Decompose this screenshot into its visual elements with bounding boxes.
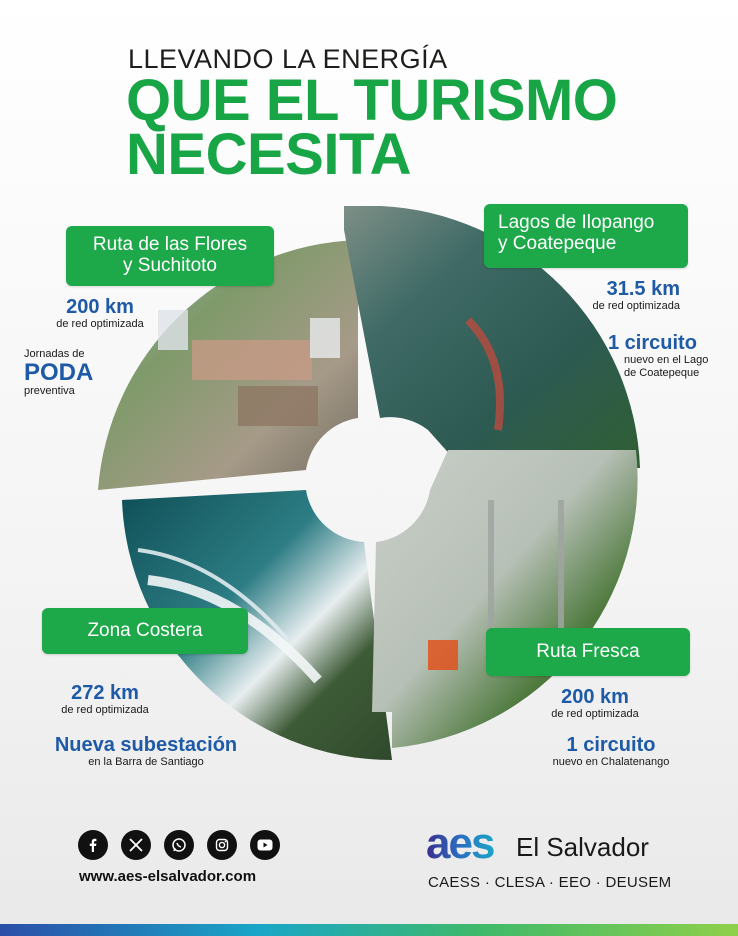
- stat-costera-substation-value: Nueva subestación: [54, 734, 238, 756]
- stat-flores-km: [40, 296, 160, 331]
- stat-flores-km-value: 200 km: [66, 296, 134, 318]
- stat-flores-poda-value: PODA: [24, 359, 94, 386]
- label-lagos-line1: Lagos de Ilopango: [498, 212, 655, 233]
- headline-line-1: QUE EL TURISMO: [126, 68, 618, 133]
- stat-flores-poda-pre: Jornadas de: [24, 348, 85, 360]
- youtube-icon[interactable]: [250, 830, 280, 860]
- stat-fresca-km-value: 200 km: [561, 686, 629, 708]
- stat-costera-km-caption: de red optimizada: [61, 704, 149, 716]
- aes-logo-mark: [426, 822, 510, 868]
- stat-fresca-km: [530, 686, 660, 721]
- stat-flores-poda-post: preventiva: [24, 385, 75, 397]
- stat-costera-km: [40, 682, 170, 717]
- stat-lagos-km: [560, 278, 680, 313]
- stat-lagos-circuit: [608, 332, 718, 380]
- aes-logo: [426, 822, 510, 879]
- stat-costera-substation-caption: en la Barra de Santiago: [88, 756, 204, 768]
- label-flores: [66, 226, 274, 286]
- stat-flores-poda: [24, 348, 134, 398]
- aes-logo-text: aes: [426, 822, 494, 868]
- stat-lagos-circuit-caption1: nuevo en el Lago: [624, 354, 709, 366]
- stat-lagos-circuit-value: 1 circuito: [608, 332, 697, 354]
- stat-flores-km-caption: de red optimizada: [56, 318, 144, 330]
- social-links: [78, 830, 280, 860]
- stat-costera-km-value: 272 km: [71, 682, 139, 704]
- x-icon[interactable]: [121, 830, 151, 860]
- facebook-icon[interactable]: [78, 830, 108, 860]
- stat-fresca-circuit-caption: nuevo en Chalatenango: [552, 756, 670, 768]
- bottom-color-bar: [0, 924, 738, 936]
- logo-country: El Salvador: [516, 832, 649, 862]
- stat-lagos-circuit-caption2: de Coatepeque: [624, 367, 700, 379]
- stat-fresca-circuit: [536, 734, 686, 769]
- stat-fresca-km-caption: de red optimizada: [551, 708, 639, 720]
- kicker-text: LLEVANDO LA ENERGÍA: [128, 44, 448, 74]
- instagram-icon[interactable]: [207, 830, 237, 860]
- stat-lagos-km-caption: de red optimizada: [592, 300, 680, 312]
- whatsapp-icon[interactable]: [164, 830, 194, 860]
- label-lagos: [484, 204, 688, 268]
- headline: [126, 68, 618, 187]
- label-flores-line1: Ruta de las Flores: [92, 234, 248, 255]
- stat-costera-substation: [28, 734, 264, 769]
- label-costera: Zona Costera: [42, 608, 248, 654]
- website-link[interactable]: www.aes-elsalvador.com: [79, 868, 257, 885]
- company-list: CAESS · CLESA · EEO · DEUSEM: [428, 874, 672, 891]
- headline-line-2: NECESITA: [126, 122, 411, 187]
- stat-fresca-circuit-value: 1 circuito: [566, 734, 656, 756]
- label-fresca: Ruta Fresca: [486, 628, 690, 676]
- label-lagos-line2: y Coatepeque: [498, 233, 617, 254]
- label-flores-line2: y Suchitoto: [123, 255, 217, 276]
- stat-lagos-km-value: 31.5 km: [606, 278, 680, 300]
